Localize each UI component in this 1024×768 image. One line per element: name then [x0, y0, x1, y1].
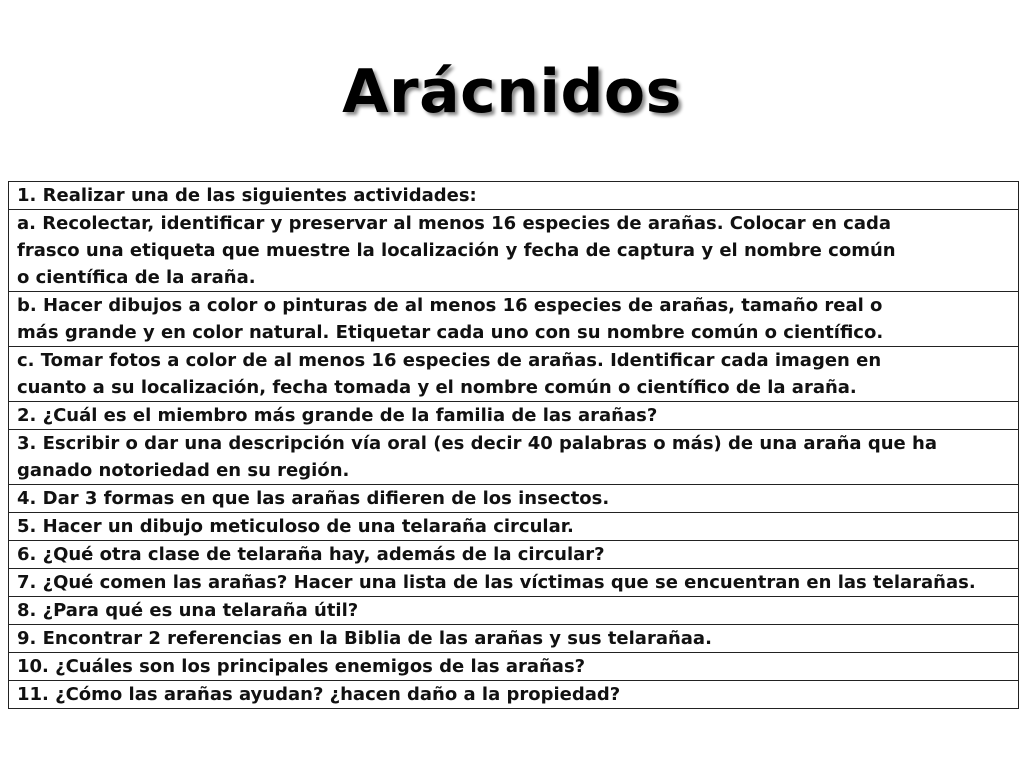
- table-cell: [9, 347, 1019, 402]
- table-cell: [9, 210, 1019, 292]
- table-cell: [9, 292, 1019, 347]
- row-text: a. Recolectar, identificar y preservar al menos 16 especies de arañas. Colocar en cada: [17, 213, 892, 234]
- table-row: [9, 625, 1019, 653]
- row-text: 8. ¿Para qué es una telaraña útil?: [17, 600, 359, 621]
- row-text: frasco una etiqueta que muestre la localización y fecha de captura y el nombre común: [17, 240, 896, 261]
- row-text: 3. Escribir o dar una descripción vía oral (es decir 40 palabras o más) de una araña que ha: [17, 433, 937, 454]
- row-text: 4. Dar 3 formas en que las arañas difieren de los insectos.: [17, 488, 610, 509]
- table-row: [9, 681, 1019, 709]
- row-text: 5. Hacer un dibujo meticuloso de una telaraña circular.: [17, 516, 574, 537]
- table-row: [9, 653, 1019, 681]
- table-row: [9, 292, 1019, 347]
- table-row: [9, 210, 1019, 292]
- table-row: [9, 182, 1019, 210]
- row-text: 1. Realizar una de las siguientes actividades:: [17, 185, 477, 206]
- table-cell: [9, 513, 1019, 541]
- row-text: 10. ¿Cuáles son los principales enemigos de las arañas?: [17, 656, 586, 677]
- table-cell: [9, 402, 1019, 430]
- table-row: [9, 430, 1019, 485]
- row-text: cuanto a su localización, fecha tomada y el nombre común o científico de la araña.: [17, 377, 857, 398]
- table-row: [9, 541, 1019, 569]
- row-text: ganado notoriedad en su región.: [17, 460, 350, 481]
- table-cell: [9, 681, 1019, 709]
- row-text: 7. ¿Qué comen las arañas? Hacer una lista de las víctimas que se encuentran en las telarañas.: [17, 572, 976, 593]
- table-cell: [9, 597, 1019, 625]
- row-text: 9. Encontrar 2 referencias en la Biblia de las arañas y sus telarañaa.: [17, 628, 712, 649]
- table-row: [9, 402, 1019, 430]
- row-text: b. Hacer dibujos a color o pinturas de al menos 16 especies de arañas, tamaño real o: [17, 295, 883, 316]
- table-row: [9, 569, 1019, 597]
- table-row: [9, 485, 1019, 513]
- row-text: 6. ¿Qué otra clase de telaraña hay, además de la circular?: [17, 544, 605, 565]
- table-cell: [9, 541, 1019, 569]
- table-cell: [9, 569, 1019, 597]
- row-text: o científica de la araña.: [17, 267, 256, 288]
- table-row: [9, 597, 1019, 625]
- row-text: c. Tomar fotos a color de al menos 16 especies de arañas. Identificar cada imagen en: [17, 350, 882, 371]
- row-text: 2. ¿Cuál es el miembro más grande de la familia de las arañas?: [17, 405, 658, 426]
- row-text: 11. ¿Cómo las arañas ayudan? ¿hacen daño a la propiedad?: [17, 684, 621, 705]
- table-cell: [9, 430, 1019, 485]
- table-row: [9, 513, 1019, 541]
- table-row: [9, 347, 1019, 402]
- slide-title: Arácnidos: [342, 57, 682, 127]
- table-cell: [9, 182, 1019, 210]
- table-cell: [9, 625, 1019, 653]
- activities-table: [8, 181, 1019, 709]
- table-cell: [9, 485, 1019, 513]
- table-cell: [9, 653, 1019, 681]
- row-text: más grande y en color natural. Etiquetar cada uno con su nombre común o científico.: [17, 322, 884, 343]
